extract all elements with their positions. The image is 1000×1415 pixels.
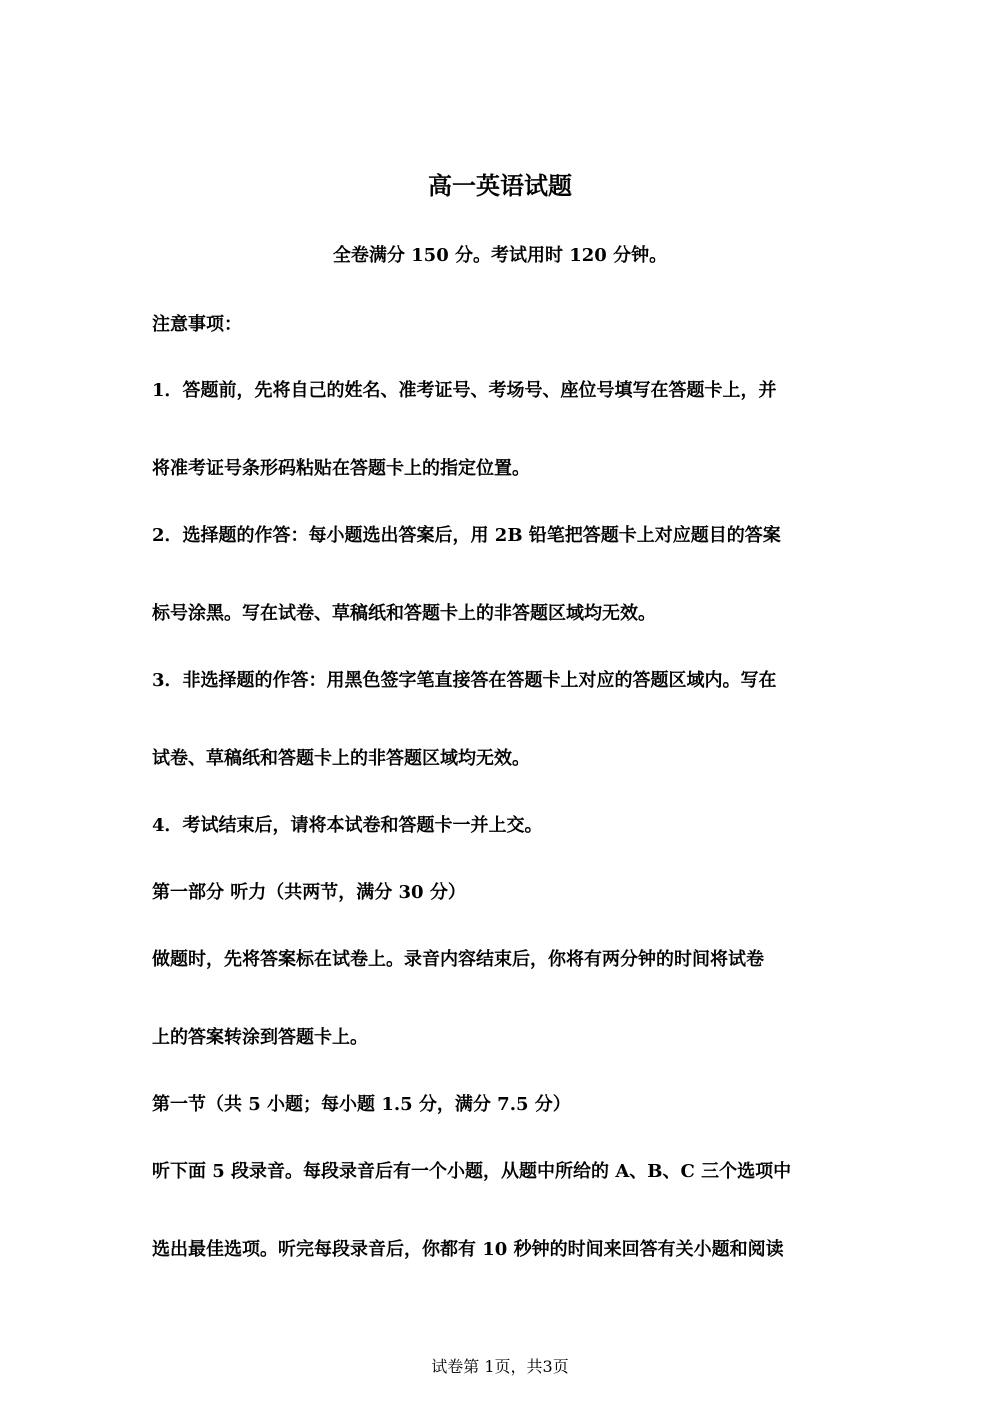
notice-1-line-2: 将准考证号条形码粘贴在答题卡上的指定位置。	[152, 458, 530, 479]
notice-heading: 注意事项：	[152, 314, 242, 335]
notice-2-line-2: 标号涂黑。写在试卷、草稿纸和答题卡上的非答题区域均无效。	[152, 603, 656, 624]
part1-heading: 第一部分 听力（共两节，满分 30 分）	[152, 882, 466, 903]
part1-instructions-line-2: 上的答案转涂到答题卡上。	[152, 1027, 368, 1048]
document-title: 高一英语试题	[428, 171, 572, 200]
notice-4-line-1: 4．考试结束后，请将本试卷和答题卡一并上交。	[152, 815, 543, 836]
section1-heading: 第一节（共 5 小题；每小题 1.5 分，满分 7.5 分）	[152, 1094, 571, 1115]
notice-3-line-2: 试卷、草稿纸和答题卡上的非答题区域均无效。	[152, 748, 530, 769]
page-footer: 试卷第 1页，共3页	[431, 1357, 569, 1376]
notice-1-line-1: 1．答题前，先将自己的姓名、准考证号、考场号、座位号填写在答题卡上，并	[152, 380, 777, 401]
section1-instructions-line-2: 选出最佳选项。听完每段录音后，你都有 10 秒钟的时间来回答有关小题和阅读	[152, 1239, 784, 1260]
document-subtitle: 全卷满分 150 分。考试用时 120 分钟。	[332, 245, 668, 266]
part1-instructions-line-1: 做题时，先将答案标在试卷上。录音内容结束后，你将有两分钟的时间将试卷	[152, 949, 764, 970]
notice-2-line-1: 2．选择题的作答：每小题选出答案后，用 2B 铅笔把答题卡上对应题目的答案	[152, 525, 781, 546]
notice-3-line-1: 3．非选择题的作答：用黑色签字笔直接答在答题卡上对应的答题区域内。写在	[152, 670, 777, 691]
section1-instructions-line-1: 听下面 5 段录音。每段录音后有一个小题，从题中所给的 A、B、C 三个选项中	[152, 1161, 792, 1182]
